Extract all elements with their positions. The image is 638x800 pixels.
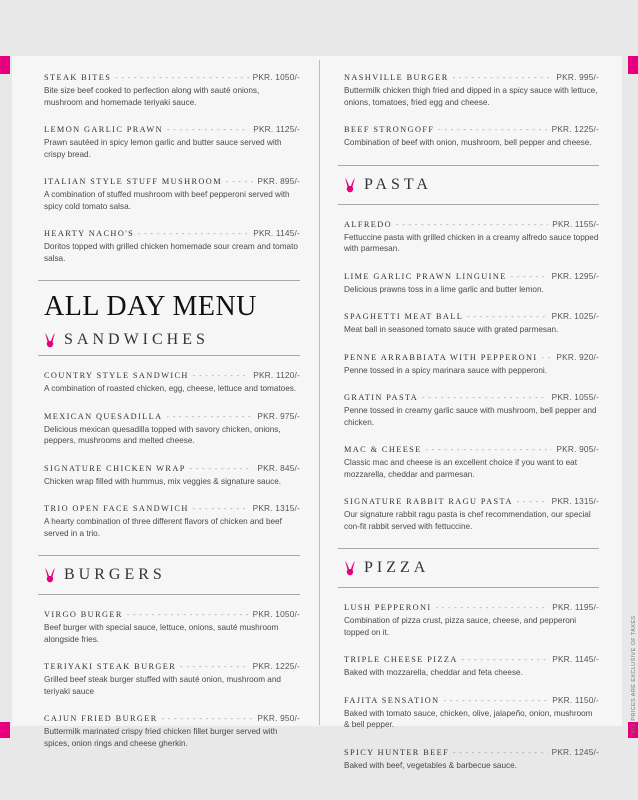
menu-item-name: MEXICAN QUESADILLA — [44, 411, 163, 421]
menu-item-description: Penne tossed in a spicy marinara sauce with pepperoni. — [344, 365, 547, 375]
leader-dots — [167, 125, 249, 136]
menu-item-description: A combination of roasted chicken, egg, cheese, lettuce and tomatoes. — [44, 384, 297, 393]
menu-item-description: Beef burger with special sauce, lettuce, onions, sauté mushroom alongside fries. — [44, 623, 279, 644]
leader-dots — [517, 497, 548, 508]
menu-item-price: PKR. 1225/- — [252, 661, 300, 671]
menu-item — [44, 713, 300, 749]
menu-item-name: GRATIN PASTA — [344, 393, 419, 402]
leader-dots — [453, 748, 548, 759]
menu-item-price: PKR. 975/- — [257, 410, 300, 421]
right-column — [344, 72, 599, 787]
menu-item-description: Delicious mexican quesadilla topped with savory chicken, onions, peppers, mushrooms and melted cheese. — [44, 424, 281, 445]
menu-item-header — [44, 463, 300, 475]
menu-item-description: A combination of stuffed mushroom with beef pepperoni served with spicy cold tomato salsa. — [44, 190, 290, 211]
menu-item-header — [344, 311, 599, 323]
menu-item-name: FAJITA SENSATION — [344, 695, 440, 705]
menu-item — [44, 370, 300, 395]
menu-item — [344, 72, 599, 108]
menu-item-header — [344, 747, 599, 759]
menu-item-description: Baked with beef, vegetables & barbecue sauce. — [344, 760, 517, 770]
section-rule — [38, 280, 300, 281]
pasta-list — [344, 219, 599, 533]
menu-item-description: Baked with mozzarella, cheddar and feta cheese. — [344, 668, 523, 677]
menu-item-price: PKR. 995/- — [556, 72, 599, 82]
menu-item-price: PKR. 1245/- — [551, 746, 599, 757]
tax-note-text: *ALL PRICES ARE EXCLUSIVE OF TAXES — [631, 615, 637, 736]
bunny-logo-icon — [344, 560, 356, 576]
menu-item — [344, 271, 599, 296]
menu-item-header — [44, 411, 300, 423]
menu-item-name: SIGNATURE RABBIT RAGU PASTA — [344, 497, 513, 506]
leader-dots — [436, 603, 549, 614]
menu-item-description: Prawn sautéed in spicy lemon garlic and butter sauce served with crispy bread. — [44, 138, 282, 159]
bunny-logo-icon — [44, 567, 56, 583]
menu-item-header — [44, 503, 300, 515]
leader-dots — [138, 229, 249, 240]
menu-item — [44, 124, 300, 160]
tax-note — [622, 540, 637, 740]
menu-item-header — [344, 271, 599, 283]
menu-item — [44, 228, 300, 264]
menu-item-name: HEARTY NACHO'S — [44, 229, 135, 238]
leader-dots — [396, 220, 548, 231]
menu-item — [44, 411, 300, 447]
menu-item-price: PKR. 1050/- — [252, 72, 300, 82]
menu-item-description: Buttermilk marinated crispy fried chicken fillet burger served with spices, onion rings and cheese gherkin. — [44, 727, 278, 748]
right-burgers-list — [344, 72, 599, 149]
menu-item-header — [344, 695, 599, 707]
leader-dots — [127, 610, 249, 621]
leader-dots — [467, 312, 547, 323]
menu-item — [344, 392, 599, 428]
menu-item-price: PKR. 1295/- — [551, 270, 599, 281]
corner-tab — [628, 56, 638, 74]
menu-item-description: Chicken wrap filled with hummus, mix veggies & signature sauce. — [44, 476, 282, 486]
menu-item-header — [44, 370, 300, 382]
section-rule — [38, 594, 300, 595]
menu-item-header — [44, 713, 300, 725]
leader-dots — [193, 504, 249, 515]
menu-item-description: Buttermilk chicken thigh fried and dipped in a spicy sauce with lettuce, onions, tomatoes, fried egg and cheese. — [344, 86, 598, 107]
menu-item — [44, 463, 300, 488]
menu-item-price: PKR. 950/- — [257, 713, 300, 723]
bunny-logo-icon — [344, 177, 356, 193]
menu-item-name: LIME GARLIC PRAWN LINGUINE — [344, 271, 507, 281]
corner-tab — [0, 56, 10, 74]
menu-item-price: PKR. 1225/- — [551, 124, 599, 134]
bunny-logo-icon — [44, 332, 56, 348]
starters-list — [44, 72, 300, 264]
menu-item-header — [44, 176, 300, 188]
menu-item-name: SIGNATURE CHICKEN WRAP — [44, 463, 186, 473]
menu-item-price: PKR. 1195/- — [552, 602, 599, 612]
leader-dots — [462, 655, 549, 666]
menu-item-header — [44, 124, 300, 136]
menu-item-price: PKR. 1050/- — [252, 609, 300, 619]
menu-item-header — [44, 228, 300, 240]
column-divider — [319, 60, 320, 725]
menu-item-price: PKR. 895/- — [257, 176, 300, 186]
menu-item-name: COUNTRY STYLE SANDWICH — [44, 371, 189, 380]
menu-item-description: Doritos topped with grilled chicken homemade sour cream and tomato salsa. — [44, 242, 298, 263]
menu-item — [344, 352, 599, 377]
menu-item-price: PKR. 845/- — [257, 462, 300, 473]
sandwiches-list — [44, 370, 300, 539]
leader-dots — [426, 445, 553, 456]
menu-item-name: TRIPLE CHEESE PIZZA — [344, 655, 458, 664]
menu-item-price: PKR. 1150/- — [552, 694, 599, 705]
menu-item-name: SPICY HUNTER BEEF — [344, 747, 450, 757]
menu-item-description: Bite size beef cooked to perfection along with sauté onions, mushroom and homemade teriyaki sauce. — [44, 86, 260, 107]
leader-dots — [511, 272, 548, 283]
menu-item-description: Classic mac and cheese is an excellent choice if you want to eat mozzarella, cheddar and parmesan. — [344, 458, 578, 479]
menu-item — [344, 747, 599, 772]
menu-item-description: Baked with tomato sauce, chicken, olive, jalapeño, onion, mushroom & bell pepper. — [344, 708, 593, 729]
burgers-heading — [44, 556, 300, 594]
menu-item-header — [44, 609, 300, 621]
menu-item-price: PKR. 1145/- — [253, 228, 300, 238]
menu-item-description: Grilled beef steak burger stuffed with sauté onion, mushroom and teriyaki sauce — [44, 675, 281, 696]
leader-dots — [422, 393, 547, 404]
menu-item-name: LUSH PEPPERONI — [344, 603, 432, 612]
menu-item-name: TRIO OPEN FACE SANDWICH — [44, 504, 189, 513]
menu-item — [344, 311, 599, 336]
menu-item — [44, 176, 300, 212]
menu-item-description: Combination of pizza crust, pizza sauce, cheese, and pepperoni topped on it. — [344, 616, 577, 637]
menu-item-price: PKR. 1120/- — [253, 370, 300, 380]
left-column — [44, 72, 300, 765]
menu-item — [344, 124, 599, 149]
menu-item-price: PKR. 1315/- — [551, 496, 599, 506]
menu-item — [344, 695, 599, 731]
menu-item-price: PKR. 905/- — [556, 444, 599, 454]
menu-item-name: STEAK BITES — [44, 73, 112, 82]
pizza-list — [344, 602, 599, 771]
menu-item-description: Fettuccine pasta with grilled chicken in a creamy alfredo sauce topped with parmesan. — [344, 232, 599, 253]
menu-item-header — [44, 661, 300, 673]
menu-item-price: PKR. 1025/- — [551, 311, 599, 321]
menu-item-price: PKR. 1055/- — [551, 392, 599, 402]
menu-item — [344, 654, 599, 679]
section-rule — [38, 355, 300, 356]
menu-item-header — [344, 352, 599, 364]
menu-item-name: ITALIAN STYLE STUFF MUSHROOM — [44, 177, 222, 186]
menu-item — [44, 609, 300, 645]
menu-item-header — [344, 124, 599, 136]
leader-dots — [444, 696, 549, 707]
leader-dots — [180, 662, 248, 673]
menu-item — [344, 444, 599, 480]
menu-item-name: LEMON GARLIC PRAWN — [44, 125, 164, 134]
menu-item-name: VIRGO BURGER — [44, 610, 123, 619]
menu-item — [344, 496, 599, 532]
menu-item-description: Penne tossed in creamy garlic sauce with mushroom, bell pepper and chicken. — [344, 406, 597, 427]
menu-item-header — [344, 444, 599, 456]
menu-item-description: Delicious prawns toss in a lime garlic and butter lemon. — [344, 284, 544, 294]
menu-item-name: ALFREDO — [344, 219, 393, 229]
menu-item-price: PKR. 1155/- — [552, 218, 599, 229]
corner-tab — [0, 722, 10, 738]
menu-item — [44, 72, 300, 108]
pasta-title: PASTA — [364, 175, 432, 193]
menu-item-name: SPAGHETTI MEAT BALL — [344, 312, 464, 321]
menu-item — [344, 602, 599, 638]
pizza-title: PIZZA — [364, 559, 430, 576]
sandwiches-heading — [44, 325, 300, 355]
menu-item-description: Combination of beef with onion, mushroom, bell pepper and cheese. — [344, 138, 592, 147]
menu-item-header — [44, 72, 300, 84]
menu-item-name: CAJUN FRIED BURGER — [44, 714, 158, 723]
leader-dots — [115, 73, 248, 84]
page-title: ALL DAY MENU — [44, 291, 257, 322]
menu-item-description: A hearty combination of three different flavors of chicken and beef served in a trio. — [44, 517, 282, 538]
leader-dots — [162, 714, 254, 725]
menu-item-price: PKR. 1145/- — [552, 654, 599, 664]
menu-item-header — [344, 496, 599, 508]
menu-item-name: NASHVILLE BURGER — [344, 73, 449, 82]
menu-item-price: PKR. 1125/- — [253, 124, 300, 134]
sandwiches-title: SANDWICHES — [64, 331, 209, 348]
menu-item-name: TERIYAKI STEAK BURGER — [44, 662, 177, 671]
menu-item-name: PENNE ARRABBIATA WITH PEPPERONI — [344, 352, 538, 362]
leader-dots — [167, 412, 254, 423]
menu-item — [44, 661, 300, 697]
pizza-heading — [344, 549, 599, 587]
section-rule — [338, 587, 599, 588]
menu-item — [344, 219, 599, 255]
menu-item-header — [344, 392, 599, 404]
menu-item-header — [344, 602, 599, 614]
menu-item-description: Our signature rabbit ragu pasta is chef recommendation, our special con-fit rabbit served with fettuccine. — [344, 510, 591, 531]
menu-item-name: BEEF STRONGOFF — [344, 125, 435, 134]
menu-item — [44, 503, 300, 539]
leader-dots — [438, 125, 547, 136]
leader-dots — [190, 464, 254, 475]
burgers-title: BURGERS — [64, 566, 166, 583]
menu-item-header — [344, 72, 599, 84]
leader-dots — [542, 353, 553, 364]
leader-dots — [193, 371, 249, 382]
menu-item-header — [344, 654, 599, 666]
leader-dots — [453, 73, 553, 84]
leader-dots — [226, 177, 253, 188]
section-rule — [338, 204, 599, 205]
menu-item-name: MAC & CHEESE — [344, 445, 422, 454]
menu-item-header — [344, 219, 599, 231]
menu-item-description: Meat ball in seasoned tomato sauce with grated parmesan. — [344, 325, 559, 334]
menu-item-price: PKR. 920/- — [556, 351, 599, 362]
pasta-heading — [344, 166, 599, 204]
burgers-list — [44, 609, 300, 749]
menu-item-price: PKR. 1315/- — [252, 503, 300, 513]
